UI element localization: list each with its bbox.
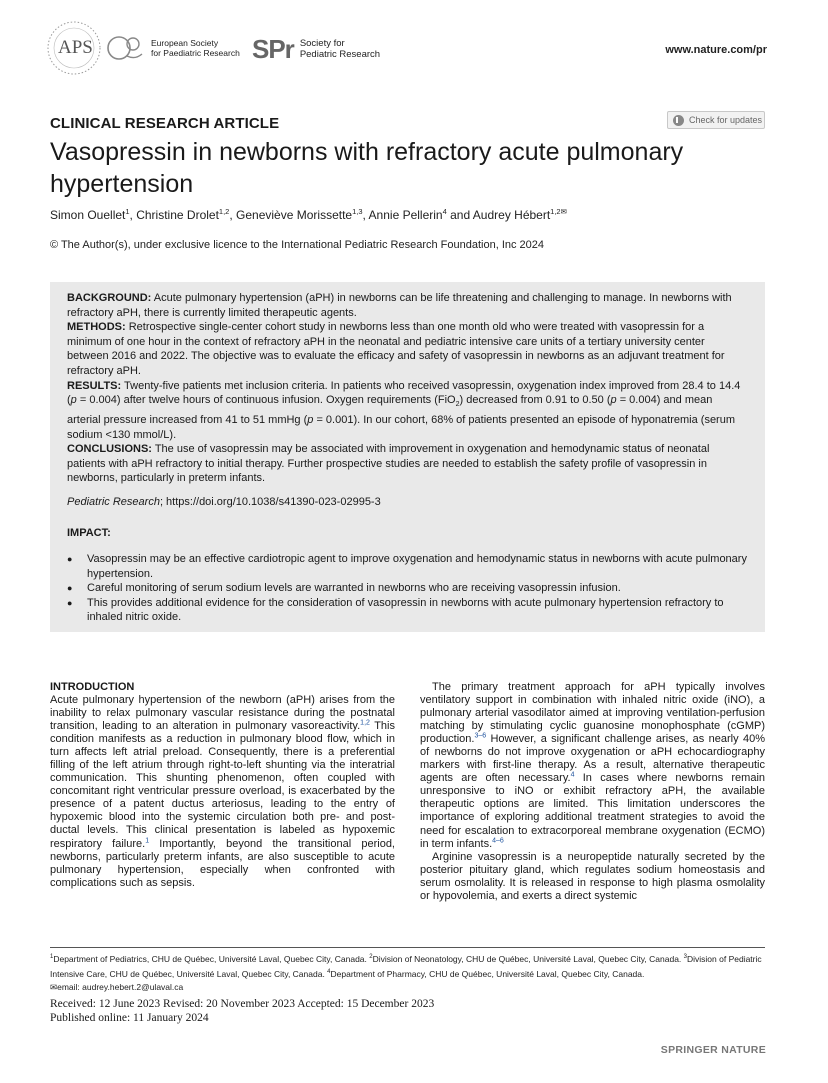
author-affiliation: 1,2 <box>218 207 230 216</box>
author-name[interactable]: Audrey Hébert <box>472 208 551 222</box>
abstract-conclusions <box>67 442 748 486</box>
article-dates <box>50 997 434 1025</box>
espr-logo-line-2: for Paediatric Research <box>151 48 240 58</box>
check-for-updates-button[interactable] <box>667 111 765 129</box>
right-text-2: However, a significant challenge arises, as nearly 40% of newborns do not improve oxygenation or aPH echocardiography markers with first-line therapy. As a result, alternative therapeutic agents are often necessary. <box>420 733 765 785</box>
author-affiliation: 1 <box>125 207 130 216</box>
results-text-b: = 0.004) after twelve hours of continuous infusion. Oxygen requirements (FiO <box>76 394 456 407</box>
results-text-e: = 0.001). In our cohort, 68% of patients presented an episode of hyponatremia (serum sodium <130 mmol/L). <box>67 413 736 441</box>
springer-nature-logo: SPRINGER NATURE <box>660 1044 766 1056</box>
espr-logo-icon <box>107 34 145 62</box>
impact-item: ● Vasopressin may be an effective cardiotropic agent to improve oxygenation and hemodynamic status in newborns with acute pulmonary hypertension. <box>67 552 748 581</box>
intro-text-3: Importantly, beyond the transitional period, newborns, particularly preterm infants, are also susceptible to acute pulmonary hypertension, especially when confronted with complications such as sepsis. <box>50 837 395 889</box>
results-label: RESULTS: <box>67 379 122 392</box>
citation-line <box>67 495 748 510</box>
reference-link[interactable]: 4–6 <box>492 836 504 844</box>
check-updates-icon <box>673 115 684 126</box>
intro-text-2: This condition manifests as a reduction in pulmonary blood flow, which in turn affects left atrial preload. Consequently, there is a preferential filling of the left atrium through right-to-left shunting via the interatrial communication. This shunting phenomenon, often coupled with concomitant right ventricular pressure overload, is exacerbated by the presence of a patent ductus arteriosus, leading to the entry of hypoxemic blood into the systemic circulation both pre- and post-ductal levels. This clinical presentation is labeled as hypoxemic respiratory failure. <box>50 720 395 850</box>
affiliation-4: Department of Pharmacy, CHU de Québec, Université Laval, Quebec City, Canada. <box>330 968 645 979</box>
footer-divider <box>50 947 765 948</box>
introduction-heading: INTRODUCTION <box>50 681 135 693</box>
author-name[interactable]: Geneviève Morissette <box>236 208 353 222</box>
article-title: Vasopressin in newborns with refractory acute pulmonary hypertension <box>50 138 684 198</box>
author-list: Simon Ouellet$^1$, Christine Drolet$^{1,2}$, Geneviève Morissette$^{1,3}$, Annie Pellerin$^4$ and Audrey Hébert$^{1,2✉}$ <box>50 207 567 222</box>
dates-received-revised-accepted: Received: 12 June 2023 Revised: 20 November 2023 Accepted: 15 December 2023 <box>50 998 435 1010</box>
author-name[interactable]: Annie Pellerin <box>368 208 443 222</box>
abstract-results: RESULTS: Twenty-five patients met inclusion criteria. In patients who received vasopressin, oxygenation index improved from 28.4 to 14.4 (p = 0.004) after twelve hours of continuous infusion. Oxygen requirements (FiO$_2$) decreased from 0.91 to 0.50 (p = 0.004) and mean arterial pressure increased from 41 to 51 mmHg (p = 0.001). In our cohort, 68% of patients presented an episode of hyponatremia (serum sodium <130 mmol/L). <box>67 379 741 441</box>
affiliations: $^1$Department of Pediatrics, CHU de Québec, Université Laval, Quebec City, Canada. $^2$Division of Neonatology, CHU de Québec, Université Laval, Quebec City, Canada. $^3$Division of Pediatric Intensive Care, CHU de Québec, Université Laval, Quebec City, Canada. $^4$Department of Pharmacy, CHU de Québec, Université Laval, Quebec City, Canada. ✉email: audrey.hebert.2@ulaval.ca <box>50 953 762 992</box>
background-text: Acute pulmonary hypertension (aPH) in newborns can be life threatening and challenging to manage. In newborns with refractory aPH, there is currently limited therapeutic agents. <box>67 292 732 319</box>
author-affiliation: 1,3 <box>352 207 363 216</box>
mail-icon: ✉ <box>50 981 58 992</box>
intro-text-1: Acute pulmonary hypertension of the newborn (aPH) arises from the inability to relax pulmonary vascular resistance during the postnatal transition, leading to an alteration in pulmonary vasoreactivity. <box>50 694 395 733</box>
introduction-paragraph <box>50 694 395 890</box>
author-affiliation: 4 <box>442 207 447 216</box>
conclusions-text: The use of vasopressin may be associated with improvement in oxygenation and hemodynamic status of neonatal patients with aPH refractory to initial therapy. Further prospective studies are needed to establish the safety profile of vasopressin in newborns, particularly in preterm infants. <box>67 443 710 485</box>
aps-logo-text: APS <box>58 37 93 58</box>
journal-name: Pediatric Research <box>67 495 160 508</box>
espr-logo <box>107 34 240 62</box>
vasopressin-paragraph: Arginine vasopressin is a neuropeptide naturally secreted by the posterior pituitary gland, which regulates sodium homeostasis and serum osmolality. It is released in response to high plasma osmolality or hypovolemia, and exerts a direct systemic <box>420 850 765 902</box>
body-column-right <box>420 681 765 903</box>
abstract-background <box>67 291 748 320</box>
reference-link[interactable]: 1 <box>145 836 150 844</box>
copyright-notice: © The Author(s), under exclusive licence to the International Pediatric Research Foundation, Inc 2024 <box>50 239 545 251</box>
dates-published: Published online: 11 January 2024 <box>50 1012 209 1024</box>
author-name[interactable]: Christine Drolet <box>136 208 219 222</box>
methods-text: Retrospective single-center cohort study in newborns less than one month old who were treated with vasopressin for a minimum of one hour in the context of refractory aPH in the neonatal and pediatric intensive care units of a tertiary university center between 2016 and 2022. The objective was to evaluate the efficacy and safety of vasopressin in newborns as an adjuvant treatment for refractory aPH. <box>67 321 725 377</box>
journal-site-link[interactable]: www.nature.com/pr <box>665 44 767 56</box>
background-label: BACKGROUND: <box>67 292 152 304</box>
author-name[interactable]: Simon Ouellet <box>50 208 126 222</box>
body-column-left <box>50 681 395 890</box>
author-affiliation: 1,2✉ <box>550 207 567 216</box>
impact-item: ● Careful monitoring of serum sodium levels are warranted in newborns who are receiving vasopressin infusion. <box>67 581 748 596</box>
abstract-box <box>50 282 765 632</box>
article-type: CLINICAL RESEARCH ARTICLE <box>50 115 280 132</box>
spr-logo-line-1: Society for <box>299 38 345 49</box>
impact-item: ● This provides additional evidence for the consideration of vasopressin in newborns with acute pulmonary hypertension refractory to inhaled nitric oxide. <box>67 596 748 625</box>
right-text-1: The primary treatment approach for aPH typically involves ventilatory support in combination with inhaled nitric oxide (iNO), a pulmonary arterial vasodilator aimed at improving ventilation-perfusion matching by stimulating cyclic guanosine monophosphate (cGMP) production. <box>420 681 765 746</box>
impact-heading: IMPACT: <box>67 526 111 539</box>
affiliation-1: Department of Pediatrics, CHU de Québec, Université Laval, Quebec City, Canada. <box>53 953 370 964</box>
affiliation-2: Division of Neonatology, CHU de Québec, Université Laval, Quebec City, Canada. <box>372 953 684 964</box>
results-text-d: = 0.004) and mean arterial pressure increased from 41 to 51 mmHg ( <box>67 394 713 426</box>
doi-link[interactable]: ; https://doi.org/10.1038/s41390-023-02995-3 <box>159 495 381 508</box>
spr-logo-mark: SPr <box>252 34 294 64</box>
reference-link[interactable]: 1,2 <box>360 719 370 727</box>
results-text-c: ) decreased from 0.91 to 0.50 ( <box>459 394 611 407</box>
impact-list <box>67 552 748 625</box>
reference-link[interactable]: 3–6 <box>474 732 487 740</box>
methods-label: METHODS: <box>67 321 126 334</box>
spr-logo <box>252 36 380 62</box>
right-text-3: In cases where newborns remain unresponsive to iNO or exhibit refractory aPH, the available therapeutic options are limited. This limitation underscores the importance of exploring additional treatment strategies to avoid the need for escalation to extracorporeal membrane oxygenation (ECMO) in term infants. <box>420 772 766 850</box>
aps-logo <box>46 20 102 76</box>
abstract-methods <box>67 320 748 378</box>
results-text-a: Twenty-five patients met inclusion criteria. In patients who received vasopressin, oxygenation index improved from 28.4 to 14.4 ( <box>67 379 741 407</box>
spr-logo-line-2: Pediatric Research <box>299 49 381 60</box>
corresponding-email[interactable]: email: audrey.hebert.2@ulaval.ca <box>57 981 184 992</box>
affiliation-3: Division of Pediatric Intensive Care, CHU de Québec, Université Laval, Quebec City, Canada. <box>50 953 762 979</box>
conclusions-label: CONCLUSIONS: <box>67 443 152 456</box>
espr-logo-line-1: European Society <box>151 38 219 48</box>
reference-link[interactable]: 4 <box>570 771 575 779</box>
check-updates-label: Check for updates <box>689 115 763 125</box>
treatment-paragraph <box>420 681 765 851</box>
